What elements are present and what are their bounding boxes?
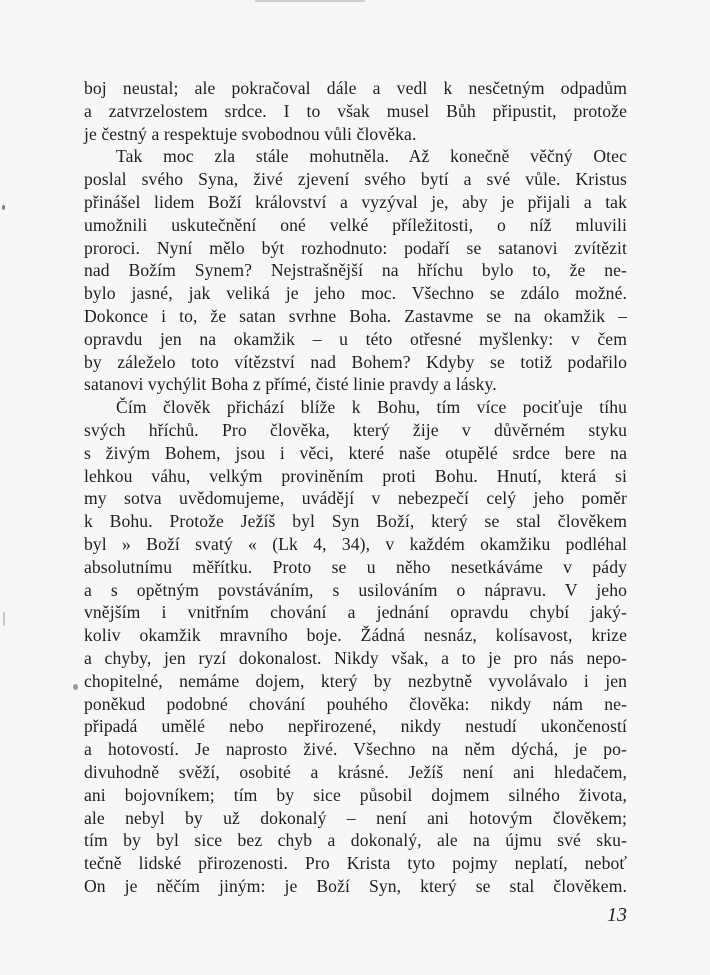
text-line: a s opětným povstáváním, s usilováním o nápravu. V jeho xyxy=(84,579,627,600)
text-line: nad Božím Synem? Nejstrašnější na hříchu bylo to, že ne- xyxy=(84,260,627,281)
text-line: koliv okamžik mravního boje. Žádná nesnáz, kolísavost, krize xyxy=(84,625,627,646)
text-line: bylo jasné, jak veliká je jeho moc. Všechno se zdálo možné. xyxy=(84,283,627,304)
margin-speck xyxy=(3,612,5,626)
text-line: ani bojovníkem; tím by sice působil dojmem silného života, xyxy=(84,784,627,805)
text-line: umožnili uskutečnění oné velké příležitosti, o níž mluvili xyxy=(84,214,627,235)
text-line: opravdu jen na okamžik – u této otřesné myšlenky: v čem xyxy=(84,328,627,349)
text-line: s živým Bohem, jsou i věci, které naše otupělé srdce bere na xyxy=(84,442,627,463)
text-line: boj neustal; ale pokračoval dále a vedl k nesčetným odpadům xyxy=(84,78,627,98)
text-line: satanovi vychýlit Boha z přímé, čisté linie pravdy a lásky. xyxy=(84,374,497,395)
margin-speck xyxy=(2,205,5,210)
text-line: připadá umělé nebo nepřirozené, nikdy nestudí ukončeností xyxy=(84,716,627,737)
text-line: svých hříchů. Pro člověka, který žije v důvěrném styku xyxy=(84,419,627,440)
text-line: a zatvrzelostem srdce. I to však musel Bůh připustit, protože xyxy=(84,100,627,121)
body-text xyxy=(84,77,627,898)
text-line: tečně lidské přirozenosti. Pro Krista tyto pojmy neplatí, neboť xyxy=(84,853,627,874)
text-line: přinášel lidem Boží království a vyzýval je, aby je přijali a tak xyxy=(84,191,627,212)
text-line: my sotva uvědomujeme, uvádějí v nebezpečí celý jeho poměr xyxy=(84,488,627,509)
text-line: tím by byl sice bez chyb a dokonalý, ale na újmu své sku- xyxy=(84,830,627,851)
text-line: absolutnímu měřítku. Proto se u něho nesetkáváme v pády xyxy=(84,556,627,577)
margin-speck xyxy=(73,684,78,690)
text-line: proroci. Nyní mělo být rozhodnuto: podaří se satanovi zvítězit xyxy=(84,237,627,258)
text-line: chopitelné, nemáme dojem, který by nezbytně vyvolávalo i jen xyxy=(84,670,627,691)
text-line: ale nebyl by už dokonalý – není ani hotovým člověkem; xyxy=(84,807,627,828)
text-line: by záleželo toto vítězství nad Bohem? Kdyby se totiž podařilo xyxy=(84,351,627,372)
text-line: divuhodně svěží, osobité a krásné. Ježíš není ani hledačem, xyxy=(84,761,627,782)
text-line: Dokonce i to, že satan svrhne Boha. Zastavme se na okamžik – xyxy=(84,305,627,326)
text-line: je čestný a respektuje svobodnou vůli člověka. xyxy=(84,123,417,144)
text-line: byl » Boží svatý « (Lk 4, 34), v každém okamžiku podléhal xyxy=(84,533,627,554)
text-line: a hotovostí. Je naprosto živé. Všechno na něm dýchá, je po- xyxy=(84,739,627,760)
text-line: Tak moc zla stále mohutněla. Až konečně věčný Otec xyxy=(116,146,627,167)
page-number: 13 xyxy=(607,904,627,926)
text-line: k Bohu. Protože Ježíš byl Syn Boží, který se stal člověkem xyxy=(84,511,627,532)
text-line: lehkou váhu, velkým proviněním proti Bohu. Hnutí, která si xyxy=(84,465,627,486)
text-line: poněkud podobné chování pouhého člověka: nikdy nám ne- xyxy=(84,693,627,714)
text-line: Čím člověk přichází blíže k Bohu, tím více pociťuje tíhu xyxy=(116,397,627,418)
text-line: poslal svého Syna, živé zjevení svého bytí a své vůle. Kristus xyxy=(84,169,627,190)
top-edge-line xyxy=(255,0,365,2)
text-line: On je něčím jiným: je Boží Syn, který se stal člověkem. xyxy=(84,875,627,896)
text-line: a chyby, jen ryzí dokonalost. Nikdy však, a to je pro nás nepo- xyxy=(84,647,627,668)
text-line: vnějším i vnitřním chování a jednání opravdu chybí jaký- xyxy=(84,602,627,623)
